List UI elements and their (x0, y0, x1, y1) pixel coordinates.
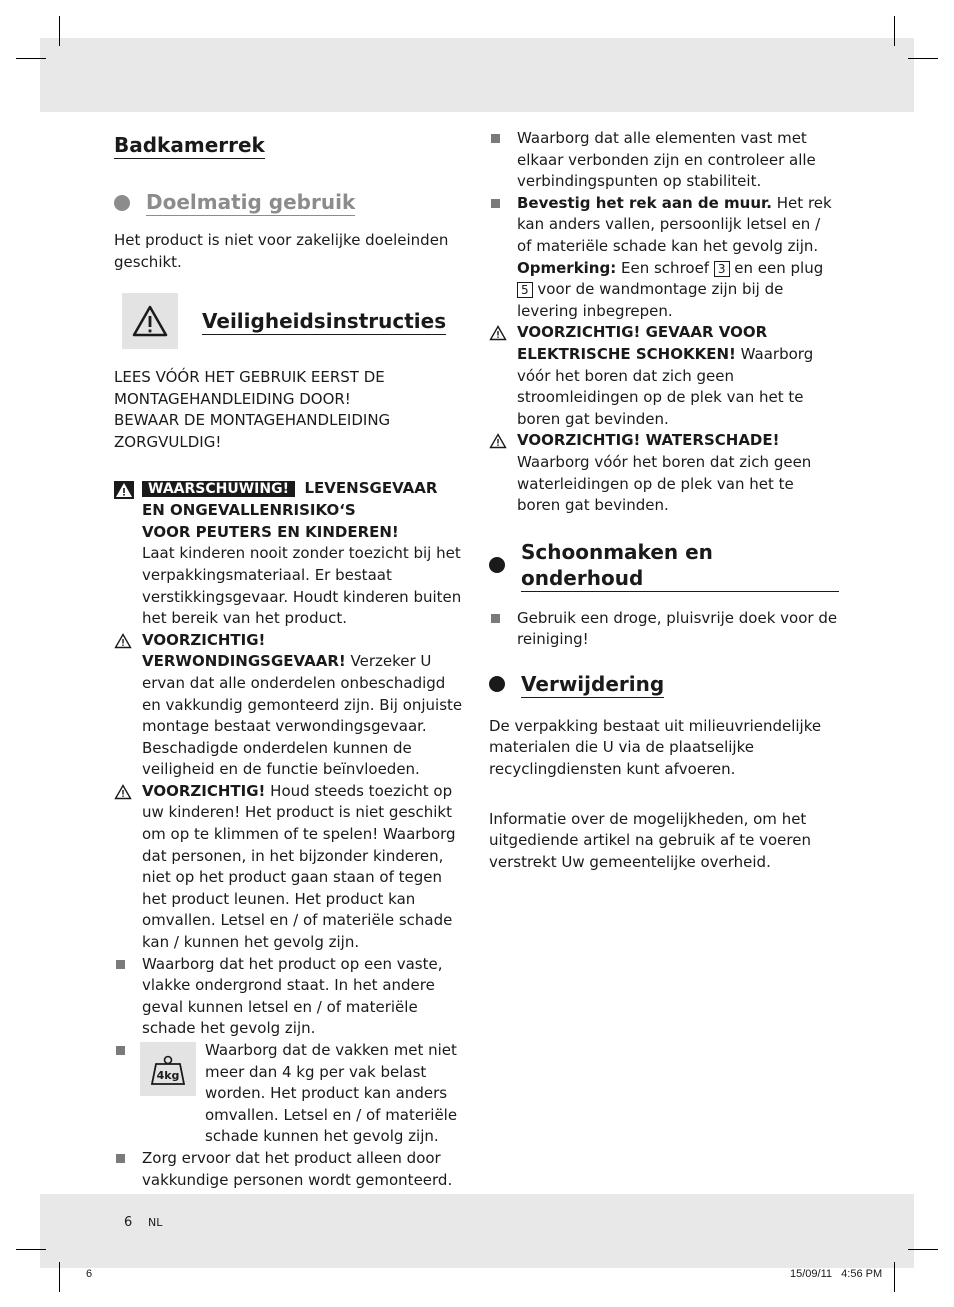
section-heading: Schoonmaken en onderhoud (521, 539, 839, 592)
print-slug-left: 6 (86, 1268, 93, 1280)
caution-triangle-icon (114, 633, 132, 656)
safety-heading-row (122, 293, 466, 349)
warning-bold-line: EN ONGEVALLENRISIKO‘S (142, 501, 356, 520)
part-number: 5 (517, 282, 533, 298)
bullet-dot-icon (114, 195, 130, 211)
section-heading: Doelmatig gebruik (146, 190, 356, 214)
bullet-text: Waarborg dat alle elementen vast met elkaar verbonden zijn en controleer alle verbindingspunten op stabiliteit. (517, 129, 816, 191)
note-text: en een plug (734, 258, 824, 277)
bullet-text: Waarborg dat de vakken met niet meer dan 4 kg per vak belast worden. Het product kan anders omvallen. Letsel en / of materiële schade kunnen het gevolg zijn. (205, 1041, 458, 1146)
header-band (40, 38, 914, 112)
section-intended-use (114, 189, 466, 216)
crop-mark (894, 16, 895, 46)
caution-triangle-icon (489, 325, 507, 348)
square-bullet-icon (491, 199, 500, 208)
print-slug-right: 15/09/11 4:56 PM (790, 1268, 883, 1280)
caps-line: BEWAAR DE MONTAGEHANDLEIDING (114, 411, 391, 430)
square-bullet-icon (116, 1046, 125, 1055)
list-item (114, 1148, 466, 1191)
caution-bold: VOORZICHTIG! (142, 781, 266, 800)
list-item (489, 608, 839, 651)
square-bullet-icon (116, 1154, 125, 1163)
caps-line: LEES VÓÓR HET GEBRUIK EERST DE (114, 368, 385, 387)
caps-line: MONTAGEHANDLEIDING DOOR! (114, 389, 351, 408)
warning-block (114, 478, 466, 630)
weight-label: 4kg (156, 1069, 180, 1082)
list-item (114, 1040, 466, 1148)
bullet-dot-icon (489, 557, 505, 573)
intended-use-text: Het product is niet voor zakelijke doeleinden geschikt. (114, 231, 449, 271)
crop-mark (16, 58, 46, 59)
crop-mark (908, 58, 938, 59)
section-cleaning (489, 539, 839, 592)
caution-bold: VOORZICHTIG! (142, 630, 266, 649)
bullet-text: Zorg ervoor dat het product alleen door vakkundige personen wordt gemonteerd. (142, 1149, 453, 1189)
warning-triangle-icon (122, 293, 178, 349)
crop-mark (59, 1262, 60, 1292)
left-column (114, 128, 466, 1191)
caution-text: Houd steeds toezicht op uw kinderen! Het product is niet geschikt om op te klimmen of te spelen! Waarborg dat personen, in het bijzonder kinderen, niet op het product gaan staan of tegen het product leunen. Het product kan omvallen. Letsel en / of materiële schade kan / kunnen het gevolg zijn. (142, 781, 456, 952)
part-number: 3 (714, 261, 730, 277)
caps-line: ZORGVULDIG! (114, 432, 222, 451)
square-bullet-icon (116, 960, 125, 969)
disposal-text: Informatie over de mogelijkheden, om het uitgediende artikel na gebruik af te voeren verstrekt Uw gemeentelijke overheid. (489, 809, 811, 871)
weight-4kg-icon (140, 1042, 196, 1096)
bullet-dot-icon (489, 676, 505, 692)
list-item (114, 954, 466, 1040)
caution-triangle-icon (489, 433, 507, 456)
crop-mark (16, 1249, 46, 1250)
bullet-text: Gebruik een droge, pluisvrije doek voor de reiniging! (517, 608, 838, 649)
square-bullet-icon (491, 134, 500, 143)
right-column (489, 128, 839, 873)
caution-text: Verzeker U ervan dat alle onderdelen onbeschadigd en vakkundig gemonteerd zijn. Bij onjuiste montage bestaat verwondingsgevaar. Beschadigde onderdelen kunnen de veiligheid en de functie beïnvloeden. (142, 652, 463, 779)
product-title: Badkamerrek (114, 133, 265, 157)
bullet-text: Waarborg dat het product op een vaste, vlakke ondergrond staat. In het andere geval kunnen letsel en / of materiële schade het gevolg zijn. (142, 954, 443, 1038)
warning-bold: LEVENSGEVAAR (304, 478, 438, 497)
footer-band (40, 1194, 914, 1268)
warning-badge: WAARSCHUWING! (142, 481, 295, 497)
crop-mark (908, 1249, 938, 1250)
section-disposal (489, 671, 839, 698)
crop-mark (59, 16, 60, 46)
note-text: voor de wandmontage zijn bij de levering inbegrepen. (517, 280, 784, 320)
disposal-text: De verpakking bestaat uit milieuvriendelijke materialen die U via de plaatselijke recyclingdiensten kunt afvoeren. (489, 716, 822, 779)
safety-heading: Veiligheidsinstructies (202, 308, 447, 333)
caution-bold: VOORZICHTIG! GEVAAR VOOR ELEKTRISCHE SCHOKKEN! (517, 323, 768, 363)
note-text: Een schroef (621, 258, 710, 277)
caution-block (489, 430, 839, 516)
caution-block (114, 630, 466, 781)
caution-text: Waarborg vóór het boren dat zich geen stroomleidingen op de plek van het te boren gat bevinden. (517, 344, 814, 428)
caution-text: Waarborg vóór het boren dat zich geen waterleidingen op de plek van het te boren gat bevinden. (517, 452, 812, 515)
caution-block (114, 781, 466, 954)
list-item (489, 193, 839, 323)
warning-triangle-icon (114, 481, 134, 506)
bullet-text: Het rek kan anders vallen, persoonlijk letsel en / of materiële schade kan het gevolg zijn. (517, 193, 832, 255)
section-heading: Verwijdering (521, 671, 665, 696)
caution-bold: VERWONDINGSGEVAAR! (142, 652, 346, 671)
square-bullet-icon (491, 614, 500, 623)
page-number: 6 (124, 1215, 133, 1230)
crop-mark (894, 1262, 895, 1292)
warning-text: Laat kinderen nooit zonder toezicht bij het verpakkingsmateriaal. Er bestaat verstikkingsgevaar. Houdt kinderen buiten het bereik van het product. (142, 544, 462, 628)
safety-caps-block (114, 367, 466, 453)
language-code: NL (148, 1216, 163, 1229)
caution-block (489, 322, 839, 430)
list-item (489, 128, 839, 193)
warning-bold-line: VOOR PEUTERS EN KINDEREN! (142, 522, 399, 541)
caution-bold: VOORZICHTIG! WATERSCHADE! (517, 431, 780, 450)
note-label: Opmerking: (517, 258, 617, 277)
bullet-bold: Bevestig het rek aan de muur. (517, 193, 772, 212)
caution-triangle-icon (114, 784, 132, 807)
